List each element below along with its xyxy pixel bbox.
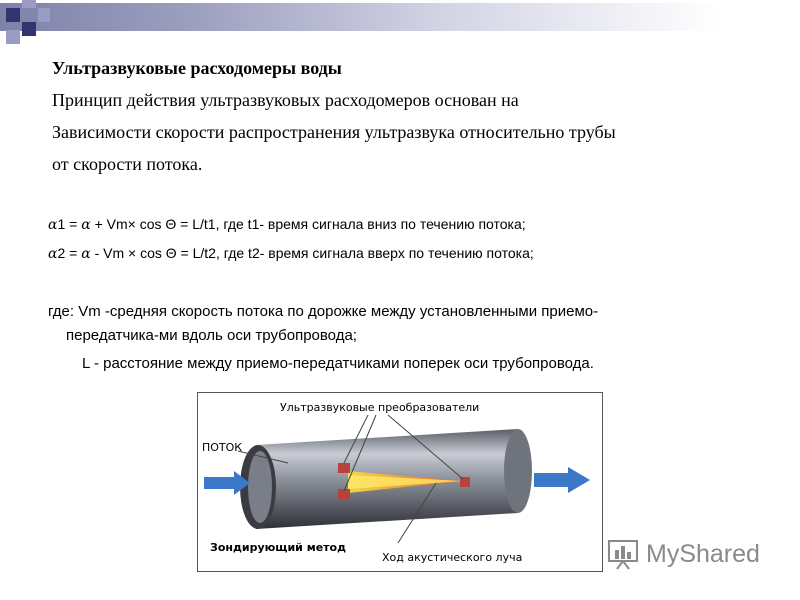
watermark-text: MyShared: [646, 540, 760, 568]
watermark-icon: [607, 538, 641, 575]
label-method: Зондирующий метод: [210, 541, 346, 554]
formula-2: α2 = α - Vm × cos Θ = L/t2, где t2- время сигнала вверх по течению потока;: [48, 245, 534, 262]
pipe-end-right: [504, 429, 532, 513]
formula-1: α1 = α + Vm× cos Θ = L/t1, где t1- время сигнала вниз по течению потока;: [48, 216, 526, 233]
intro-line-3: от скорости потока.: [52, 154, 203, 174]
slide-title: Ультразвуковые расходомеры воды: [52, 58, 342, 78]
where-line-1: где: Vm -средняя скорость потока по дорожке между установленными приемо-: [48, 303, 599, 320]
where-line-2: передатчика-ми вдоль оси трубопровода;: [66, 327, 357, 344]
label-flow: ПОТОК: [202, 441, 243, 454]
header-square-3: [22, 22, 36, 36]
header-square-2: [22, 0, 36, 8]
intro-line-1: Принцип действия ультразвуковых расходомеров основан на: [52, 90, 519, 110]
where-line-3: L - расстояние между приемо-передатчиками поперек оси трубопровода.: [82, 355, 594, 372]
header-bar: [0, 0, 800, 48]
header-square-4: [38, 8, 50, 22]
header-square-1: [6, 8, 20, 22]
header-gradient: [0, 3, 800, 31]
flow-arrow-out: [534, 467, 590, 493]
transducer-right: [460, 477, 470, 487]
transducer-left-top: [338, 463, 350, 473]
label-beam: Ход акустического луча: [382, 551, 523, 564]
intro-line-2: Зависимости скорости распространения ультразвука относительно трубы: [52, 122, 616, 142]
label-transducers: Ультразвуковые преобразователи: [280, 401, 480, 414]
flowmeter-diagram: [197, 392, 603, 572]
header-square-5: [6, 30, 20, 44]
